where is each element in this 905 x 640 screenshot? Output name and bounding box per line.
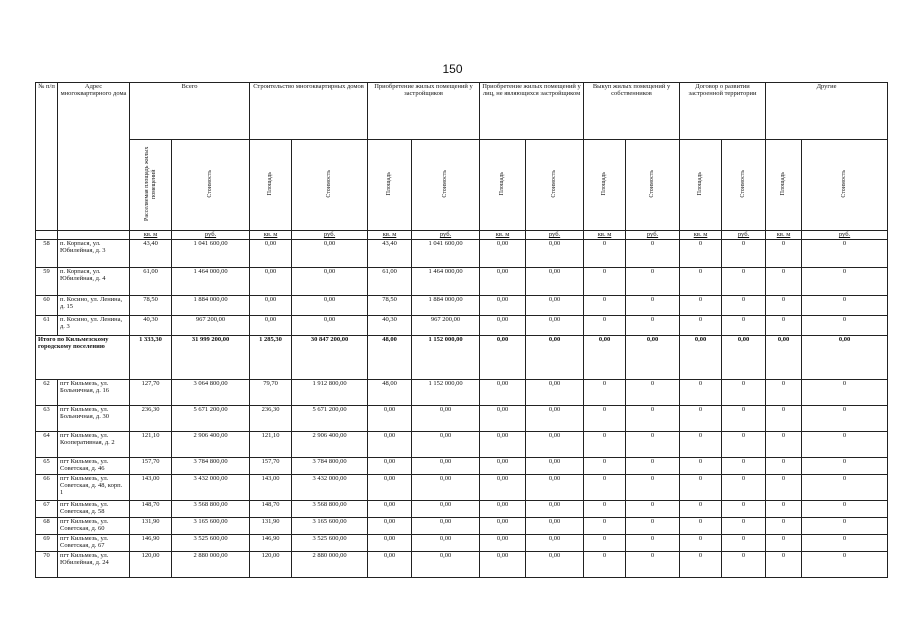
row-cell: 3 432 000,00 [292, 475, 368, 501]
row-cell: 0 [766, 458, 802, 475]
total-cell: 0,00 [722, 336, 766, 380]
row-cell: 0 [722, 501, 766, 518]
row-cell: 0,00 [368, 552, 412, 578]
total-cell: 30 847 200,00 [292, 336, 368, 380]
row-cell: 0 [766, 501, 802, 518]
table-row [36, 432, 888, 458]
row-address: пгт Кильмезь, ул. Больничная, д. 16 [58, 380, 130, 406]
row-cell: 0 [584, 535, 626, 552]
subheader-label: Площадь [780, 172, 787, 196]
row-cell: 40,30 [130, 316, 172, 336]
row-address: пгт Кильмезь, ул. Советская, д. 60 [58, 518, 130, 535]
row-number: 58 [36, 240, 58, 268]
row-cell: 0,00 [480, 316, 526, 336]
row-cell: 0 [626, 552, 680, 578]
row-cell: 0 [766, 518, 802, 535]
row-address: пгт Кильмезь, ул. Советская, д. 67 [58, 535, 130, 552]
row-cell: 61,00 [368, 268, 412, 296]
row-cell: 143,00 [130, 475, 172, 501]
resettlement-table [35, 82, 888, 578]
subheader-row [36, 140, 888, 231]
row-cell: 0 [722, 458, 766, 475]
row-cell: 3 432 000,00 [172, 475, 250, 501]
row-address: п. Корпася, ул. Юбилейная, д. 4 [58, 268, 130, 296]
row-cell: 0 [766, 535, 802, 552]
row-cell: 1 041 600,00 [412, 240, 480, 268]
unit-cell: кв. м [584, 231, 626, 240]
row-address: пгт Кильмезь, ул. Юбилейная, д. 24 [58, 552, 130, 578]
subheader-label: Расселяемая площадь жилых помещений [143, 146, 157, 222]
row-cell: 0 [722, 475, 766, 501]
table-row [36, 240, 888, 268]
subheader-cell [480, 140, 526, 231]
rows-block-2 [36, 380, 888, 578]
row-cell: 3 784 800,00 [172, 458, 250, 475]
unit-cell: руб. [292, 231, 368, 240]
total-cell: 1 285,30 [250, 336, 292, 380]
total-cell: 31 999 200,00 [172, 336, 250, 380]
total-label: Итого по Кильмезскому городскому поселению [36, 336, 130, 380]
table-row [36, 518, 888, 535]
row-cell: 0 [584, 475, 626, 501]
row-cell: 2 906 400,00 [172, 432, 250, 458]
row-cell: 0,00 [480, 406, 526, 432]
row-cell: 0 [584, 268, 626, 296]
table-row [36, 475, 888, 501]
row-cell: 0,00 [368, 432, 412, 458]
row-cell: 157,70 [130, 458, 172, 475]
row-cell: 0 [680, 406, 722, 432]
subheader-label: Площадь [697, 172, 704, 196]
row-address: пгт Кильмезь, ул. Больничная, д. 30 [58, 406, 130, 432]
row-cell: 0 [802, 316, 888, 336]
table-row [36, 380, 888, 406]
row-cell: 0,00 [368, 518, 412, 535]
subheader-cell [584, 140, 626, 231]
row-cell: 0 [680, 240, 722, 268]
subheader-cell [172, 140, 250, 231]
row-cell: 0 [584, 432, 626, 458]
row-cell: 0,00 [250, 240, 292, 268]
row-cell: 148,70 [250, 501, 292, 518]
row-cell: 0,00 [526, 518, 584, 535]
row-cell: 148,70 [130, 501, 172, 518]
row-cell: 0,00 [292, 268, 368, 296]
row-cell: 131,90 [250, 518, 292, 535]
subheader-label: Площадь [601, 172, 608, 196]
row-cell: 0 [680, 458, 722, 475]
row-cell: 0,00 [292, 296, 368, 316]
row-cell: 0,00 [412, 518, 480, 535]
row-cell: 0 [680, 535, 722, 552]
row-cell: 0 [680, 501, 722, 518]
row-cell: 0 [766, 296, 802, 316]
row-cell: 0 [722, 380, 766, 406]
row-cell: 0 [680, 552, 722, 578]
subheader-label: Стоимость [551, 170, 558, 198]
row-cell: 0 [626, 518, 680, 535]
row-cell: 1 041 600,00 [172, 240, 250, 268]
row-cell: 0 [584, 458, 626, 475]
row-cell: 0 [680, 380, 722, 406]
row-cell: 0,00 [526, 240, 584, 268]
row-cell: 3 784 800,00 [292, 458, 368, 475]
subheader-cell [292, 140, 368, 231]
subheader-cell [680, 140, 722, 231]
table-row [36, 406, 888, 432]
row-cell: 131,90 [130, 518, 172, 535]
row-cell: 236,30 [130, 406, 172, 432]
row-cell: 0 [766, 268, 802, 296]
row-number: 62 [36, 380, 58, 406]
row-cell: 78,50 [368, 296, 412, 316]
unit-cell: кв. м [766, 231, 802, 240]
row-number: 68 [36, 518, 58, 535]
row-cell: 0,00 [526, 552, 584, 578]
row-cell: 0 [802, 458, 888, 475]
total-block [36, 336, 888, 380]
row-address: пгт Кильмезь, ул. Советская, д. 48, корп. 1 [58, 475, 130, 501]
row-cell: 2 880 000,00 [172, 552, 250, 578]
header-group: Всего [130, 83, 250, 140]
row-cell: 0,00 [292, 240, 368, 268]
row-cell: 0 [802, 296, 888, 316]
total-cell: 0,00 [802, 336, 888, 380]
subheader-cell [526, 140, 584, 231]
row-cell: 0,00 [368, 535, 412, 552]
row-cell: 0 [584, 240, 626, 268]
row-cell: 3 525 600,00 [292, 535, 368, 552]
row-cell: 0,00 [412, 501, 480, 518]
row-cell: 0 [680, 518, 722, 535]
row-cell: 0 [802, 432, 888, 458]
header-num: № п/п [36, 83, 58, 231]
row-cell: 0 [722, 518, 766, 535]
row-cell: 146,90 [130, 535, 172, 552]
table-row [36, 535, 888, 552]
table-row [36, 458, 888, 475]
row-cell: 0,00 [526, 475, 584, 501]
row-cell: 0 [584, 296, 626, 316]
subheader-label: Стоимость [649, 170, 656, 198]
row-cell: 0 [766, 432, 802, 458]
row-cell: 0 [766, 316, 802, 336]
row-cell: 0 [802, 406, 888, 432]
row-cell: 0 [680, 432, 722, 458]
row-cell: 0,00 [480, 475, 526, 501]
subheader-label: Площадь [499, 172, 506, 196]
row-cell: 3 525 600,00 [172, 535, 250, 552]
table-row [36, 552, 888, 578]
row-cell: 121,10 [250, 432, 292, 458]
row-cell: 0 [626, 535, 680, 552]
row-cell: 1 152 000,00 [412, 380, 480, 406]
row-cell: 0 [626, 240, 680, 268]
row-cell: 0,00 [480, 296, 526, 316]
row-number: 67 [36, 501, 58, 518]
row-cell: 0,00 [292, 316, 368, 336]
row-cell: 0,00 [412, 406, 480, 432]
row-cell: 3 165 600,00 [172, 518, 250, 535]
row-cell: 0,00 [250, 316, 292, 336]
row-cell: 40,30 [368, 316, 412, 336]
row-cell: 0 [584, 501, 626, 518]
row-cell: 0,00 [526, 296, 584, 316]
row-cell: 121,10 [130, 432, 172, 458]
row-cell: 0,00 [526, 316, 584, 336]
row-cell: 0 [584, 406, 626, 432]
row-cell: 0,00 [480, 501, 526, 518]
row-address: п. Косино, ул. Ленина, д. 15 [58, 296, 130, 316]
total-cell: 0,00 [766, 336, 802, 380]
row-number: 66 [36, 475, 58, 501]
row-cell: 0,00 [480, 240, 526, 268]
row-cell: 0 [722, 552, 766, 578]
unit-cell: кв. м [368, 231, 412, 240]
row-cell: 0,00 [250, 296, 292, 316]
row-cell: 0 [802, 240, 888, 268]
row-cell: 0,00 [368, 458, 412, 475]
row-cell: 0 [722, 406, 766, 432]
rows-block-1 [36, 240, 888, 336]
table-row [36, 296, 888, 316]
row-cell: 0 [584, 552, 626, 578]
row-cell: 0 [722, 432, 766, 458]
row-cell: 0 [722, 535, 766, 552]
row-cell: 236,30 [250, 406, 292, 432]
row-address: пгт Кильмезь, ул. Кооперативная, д. 2 [58, 432, 130, 458]
row-cell: 2 880 000,00 [292, 552, 368, 578]
row-cell: 0 [766, 240, 802, 268]
row-cell: 0 [680, 268, 722, 296]
row-cell: 0 [766, 552, 802, 578]
row-number: 65 [36, 458, 58, 475]
header-group: Другие [766, 83, 888, 140]
row-cell: 0 [626, 296, 680, 316]
row-cell: 1 464 000,00 [412, 268, 480, 296]
row-cell: 0,00 [480, 518, 526, 535]
row-cell: 0 [766, 380, 802, 406]
row-cell: 0 [802, 380, 888, 406]
units-row [36, 231, 888, 240]
units-empty [36, 231, 58, 240]
total-cell: 48,00 [368, 336, 412, 380]
table-row [36, 316, 888, 336]
row-cell: 0,00 [526, 458, 584, 475]
row-cell: 0,00 [480, 552, 526, 578]
row-cell: 0 [626, 475, 680, 501]
row-cell: 127,70 [130, 380, 172, 406]
subheader-label: Площадь [267, 172, 274, 196]
unit-cell: руб. [722, 231, 766, 240]
row-cell: 0,00 [480, 268, 526, 296]
row-address: п. Корпася, ул. Юбилейная, д. 3 [58, 240, 130, 268]
header-group: Строительство многоквартирных домов [250, 83, 368, 140]
subheader-label: Площадь [386, 172, 393, 196]
table-row [36, 501, 888, 518]
row-cell: 0 [680, 475, 722, 501]
unit-cell: кв. м [130, 231, 172, 240]
subheader-cell [368, 140, 412, 231]
row-address: пгт Кильмезь, ул. Советская, д. 46 [58, 458, 130, 475]
header-group: Договор о развитии застроенной территории [680, 83, 766, 140]
unit-cell: руб. [172, 231, 250, 240]
row-cell: 0 [722, 316, 766, 336]
subheader-cell [250, 140, 292, 231]
row-cell: 1 884 000,00 [172, 296, 250, 316]
row-cell: 0 [802, 475, 888, 501]
subheader-label: Стоимость [841, 170, 848, 198]
header-address: Адрес многоквартирного дома [58, 83, 130, 231]
unit-cell: руб. [802, 231, 888, 240]
row-cell: 0 [626, 501, 680, 518]
row-cell: 0,00 [368, 475, 412, 501]
subheader-label: Стоимость [442, 170, 449, 198]
row-cell: 120,00 [130, 552, 172, 578]
total-cell: 1 152 000,00 [412, 336, 480, 380]
row-cell: 0,00 [526, 406, 584, 432]
row-cell: 0,00 [250, 268, 292, 296]
row-cell: 0,00 [526, 380, 584, 406]
row-cell: 43,40 [368, 240, 412, 268]
row-cell: 0 [626, 432, 680, 458]
row-cell: 5 671 200,00 [172, 406, 250, 432]
row-cell: 0 [722, 268, 766, 296]
row-cell: 0 [680, 316, 722, 336]
row-cell: 0,00 [480, 432, 526, 458]
total-cell: 0,00 [526, 336, 584, 380]
row-cell: 0 [626, 316, 680, 336]
row-number: 61 [36, 316, 58, 336]
row-cell: 0,00 [412, 458, 480, 475]
total-cell: 1 333,30 [130, 336, 172, 380]
header-group: Приобретение жилых помещений у застройщиков [368, 83, 480, 140]
row-number: 60 [36, 296, 58, 316]
unit-cell: кв. м [250, 231, 292, 240]
row-cell: 1 912 800,00 [292, 380, 368, 406]
row-cell: 0,00 [480, 535, 526, 552]
total-cell: 0,00 [480, 336, 526, 380]
total-row [36, 336, 888, 380]
subheader-cell [802, 140, 888, 231]
row-cell: 79,70 [250, 380, 292, 406]
subheader-cell [722, 140, 766, 231]
row-cell: 0 [802, 268, 888, 296]
row-cell: 0 [766, 406, 802, 432]
row-cell: 0,00 [412, 535, 480, 552]
unit-cell: кв. м [680, 231, 722, 240]
row-cell: 0 [626, 380, 680, 406]
subheader-label: Стоимость [740, 170, 747, 198]
row-cell: 1 884 000,00 [412, 296, 480, 316]
row-cell: 0,00 [368, 406, 412, 432]
unit-cell: руб. [626, 231, 680, 240]
header-group: Приобретение жилых помещений у лиц, не являющихся застройщиком [480, 83, 584, 140]
total-cell: 0,00 [680, 336, 722, 380]
row-number: 59 [36, 268, 58, 296]
row-cell: 78,50 [130, 296, 172, 316]
unit-cell: руб. [526, 231, 584, 240]
unit-cell: кв. м [480, 231, 526, 240]
row-cell: 0 [626, 458, 680, 475]
header-group: Выкуп жилых помещений у собственников [584, 83, 680, 140]
row-cell: 0,00 [412, 475, 480, 501]
row-cell: 0,00 [480, 458, 526, 475]
row-number: 64 [36, 432, 58, 458]
page-number: 150 [442, 62, 463, 76]
row-address: пгт Кильмезь, ул. Советская, д. 58 [58, 501, 130, 518]
header-row [36, 83, 888, 140]
row-cell: 0,00 [526, 535, 584, 552]
row-number: 70 [36, 552, 58, 578]
row-cell: 0 [584, 380, 626, 406]
subheader-cell [130, 140, 172, 231]
row-cell: 3 064 800,00 [172, 380, 250, 406]
row-cell: 43,40 [130, 240, 172, 268]
row-cell: 0 [680, 296, 722, 316]
row-cell: 967 200,00 [412, 316, 480, 336]
row-cell: 0 [722, 296, 766, 316]
total-cell: 0,00 [626, 336, 680, 380]
row-cell: 0 [766, 475, 802, 501]
row-cell: 120,00 [250, 552, 292, 578]
row-cell: 0,00 [526, 432, 584, 458]
row-cell: 0 [626, 268, 680, 296]
row-cell: 0 [802, 518, 888, 535]
row-cell: 48,00 [368, 380, 412, 406]
row-cell: 0,00 [368, 501, 412, 518]
row-cell: 0 [802, 501, 888, 518]
row-cell: 0,00 [412, 432, 480, 458]
row-cell: 0,00 [480, 380, 526, 406]
row-cell: 146,90 [250, 535, 292, 552]
row-cell: 157,70 [250, 458, 292, 475]
row-cell: 967 200,00 [172, 316, 250, 336]
row-cell: 0,00 [526, 501, 584, 518]
row-cell: 0 [722, 240, 766, 268]
subheader-label: Стоимость [326, 170, 333, 198]
row-cell: 0,00 [526, 268, 584, 296]
row-number: 69 [36, 535, 58, 552]
row-cell: 2 906 400,00 [292, 432, 368, 458]
table-row [36, 268, 888, 296]
row-cell: 61,00 [130, 268, 172, 296]
row-address: п. Косино, ул. Ленина, д. 3 [58, 316, 130, 336]
row-cell: 1 464 000,00 [172, 268, 250, 296]
row-cell: 0 [584, 518, 626, 535]
row-cell: 3 568 800,00 [292, 501, 368, 518]
total-cell: 0,00 [584, 336, 626, 380]
unit-cell: руб. [412, 231, 480, 240]
row-cell: 0,00 [412, 552, 480, 578]
row-cell: 0 [584, 316, 626, 336]
row-number: 63 [36, 406, 58, 432]
row-cell: 0 [626, 406, 680, 432]
row-cell: 3 165 600,00 [292, 518, 368, 535]
subheader-label: Стоимость [207, 170, 213, 198]
row-cell: 0 [802, 552, 888, 578]
row-cell: 3 568 800,00 [172, 501, 250, 518]
subheader-cell [626, 140, 680, 231]
row-cell: 5 671 200,00 [292, 406, 368, 432]
row-cell: 143,00 [250, 475, 292, 501]
units-empty [58, 231, 130, 240]
row-cell: 0 [802, 535, 888, 552]
subheader-cell [766, 140, 802, 231]
subheader-cell [412, 140, 480, 231]
